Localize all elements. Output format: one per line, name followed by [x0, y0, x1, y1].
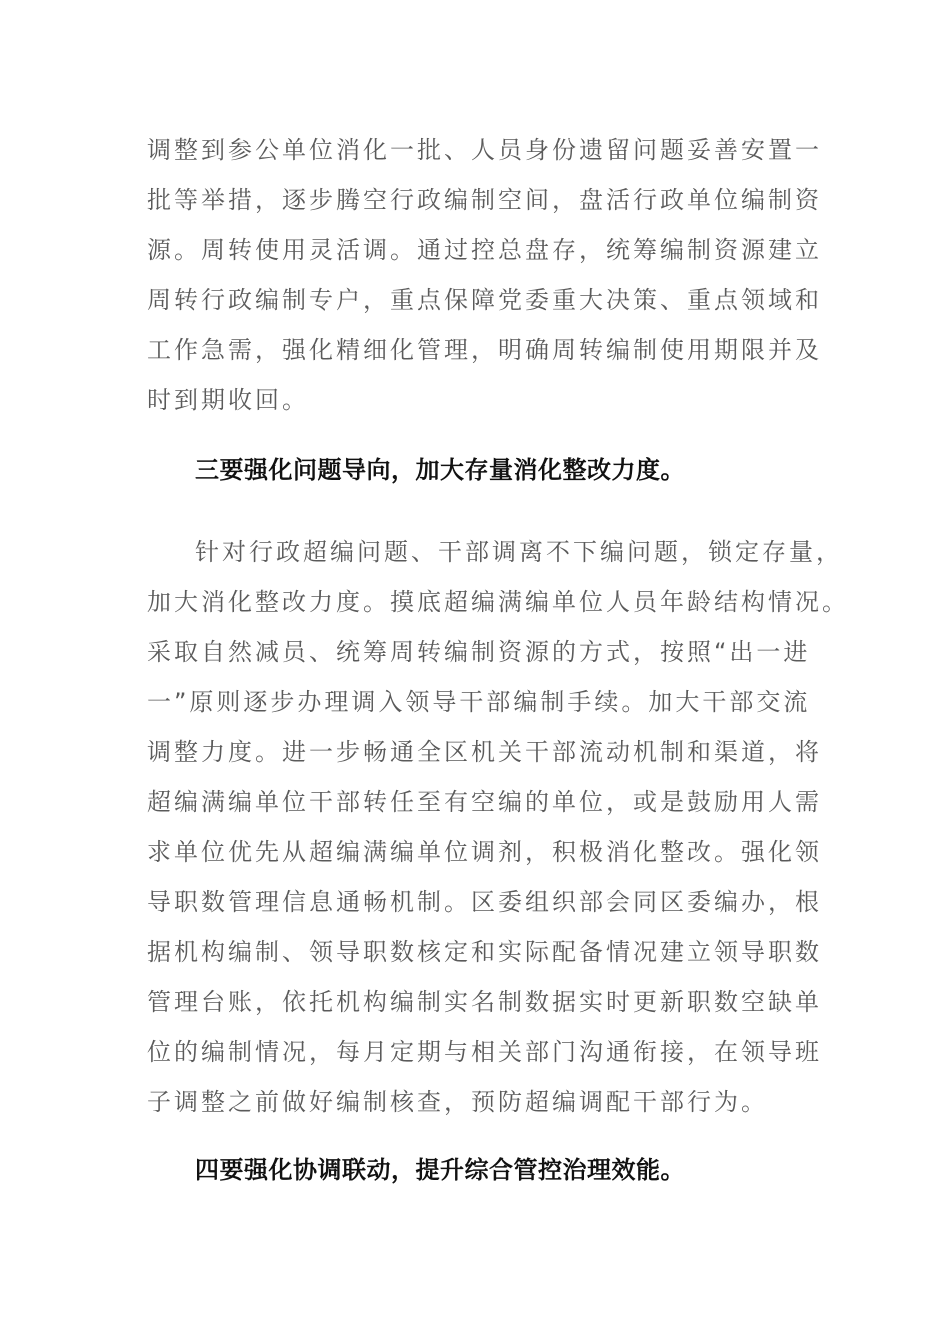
paragraph-line: 位的编制情况，每月定期与相关部门沟通衔接，在领导班 — [147, 1038, 822, 1066]
paragraph-line: 调整力度。进一步畅通全区机关干部流动机制和渠道，将 — [147, 738, 822, 766]
paragraph-line: 时到期收回。 — [147, 386, 309, 414]
paragraph-line: 针对行政超编问题、干部调离不下编问题，锁定存量， — [195, 538, 843, 566]
paragraph-line: 超编满编单位干部转任至有空编的单位，或是鼓励用人需 — [147, 788, 822, 816]
paragraph-line: 工作急需，强化精细化管理，明确周转编制使用期限并及 — [147, 336, 822, 364]
paragraph-line: 导职数管理信息通畅机制。区委组织部会同区委编办，根 — [147, 888, 822, 916]
paragraph-line: 一”原则逐步办理调入领导干部编制手续。加大干部交流 — [147, 688, 811, 716]
paragraph-line: 加大消化整改力度。摸底超编满编单位人员年龄结构情况。 — [147, 588, 849, 616]
section-heading: 三要强化问题导向，加大存量消化整改力度。 — [195, 456, 685, 484]
paragraph-line: 管理台账，依托机构编制实名制数据实时更新职数空缺单 — [147, 988, 822, 1016]
paragraph-line: 子调整之前做好编制核查，预防超编调配干部行为。 — [147, 1088, 768, 1116]
paragraph-line: 采取自然减员、统筹周转编制资源的方式，按照“出一进 — [147, 638, 811, 666]
section-heading: 四要强化协调联动，提升综合管控治理效能。 — [195, 1156, 685, 1184]
paragraph-line: 求单位优先从超编满编单位调剂，积极消化整改。强化领 — [147, 838, 822, 866]
paragraph-line: 调整到参公单位消化一批、人员身份遗留问题妥善安置一 — [147, 136, 822, 164]
paragraph-line: 周转行政编制专户，重点保障党委重大决策、重点领域和 — [147, 286, 822, 314]
paragraph-line: 批等举措，逐步腾空行政编制空间，盘活行政单位编制资 — [147, 186, 822, 214]
paragraph-line: 据机构编制、领导职数核定和实际配备情况建立领导职数 — [147, 938, 822, 966]
paragraph-line: 源。周转使用灵活调。通过控总盘存，统筹编制资源建立 — [147, 236, 822, 264]
